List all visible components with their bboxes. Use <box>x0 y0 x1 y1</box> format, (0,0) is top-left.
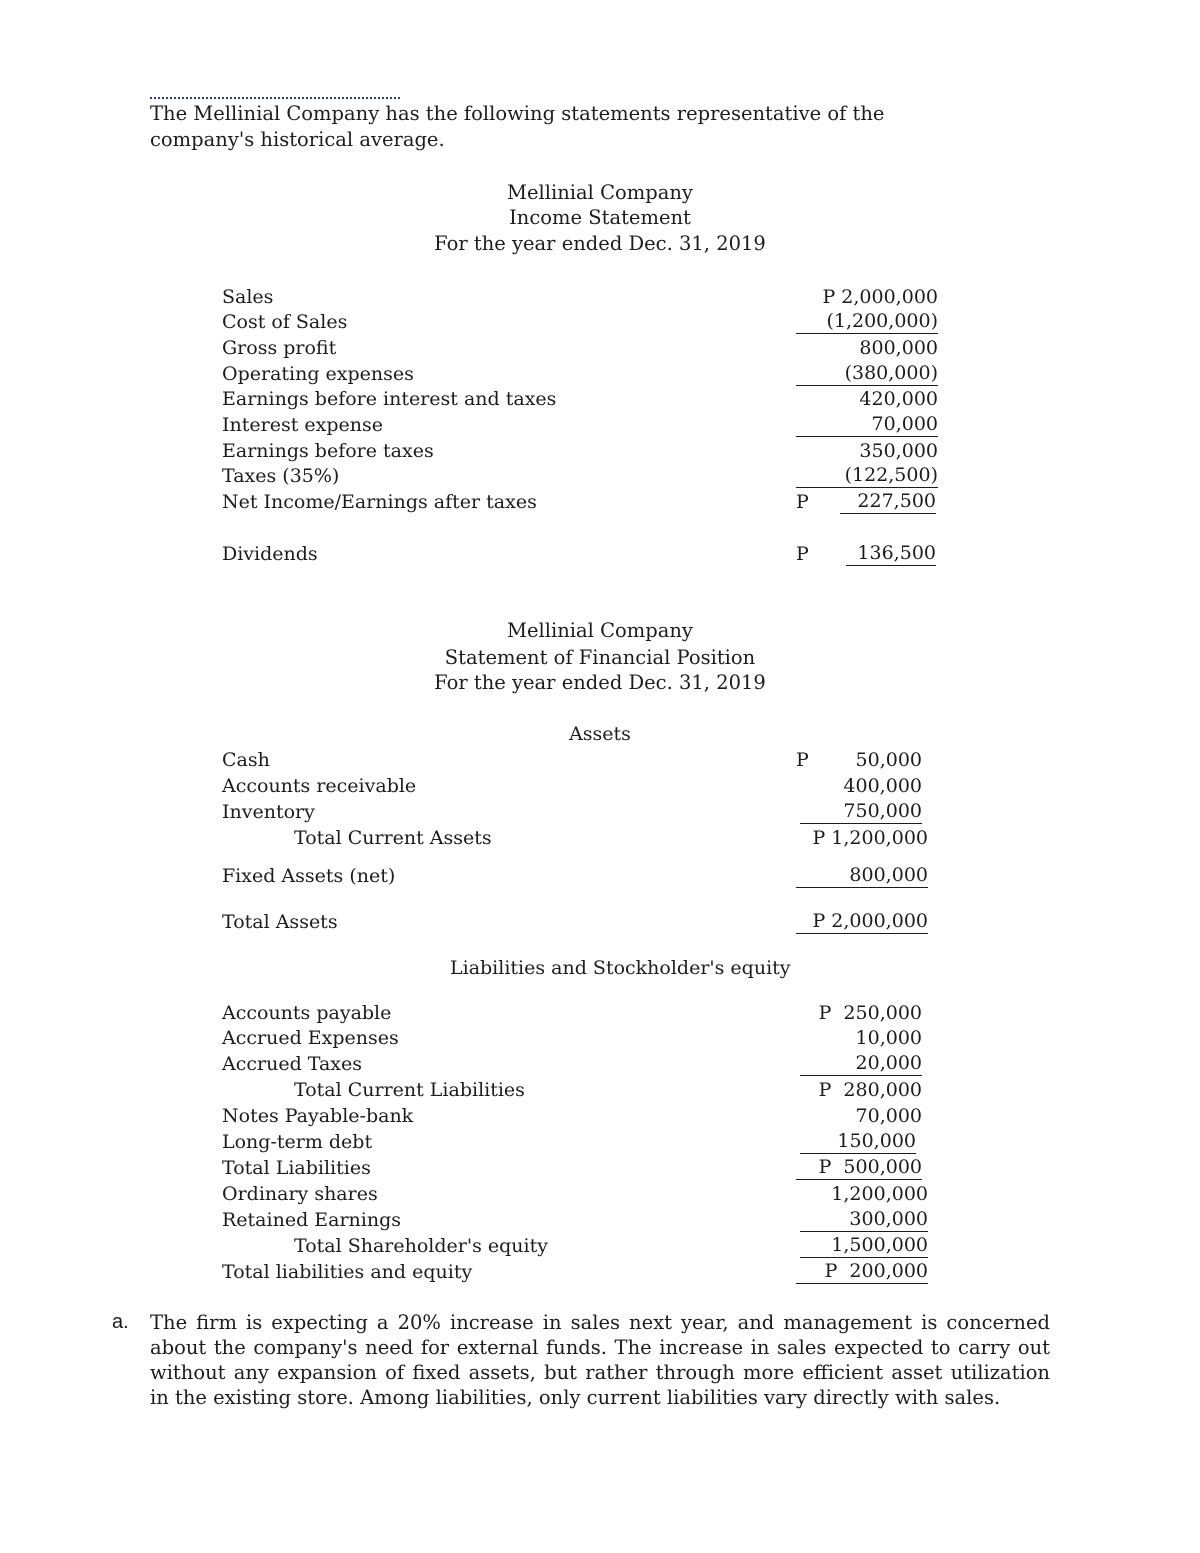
equity-label: Retained Earnings <box>222 1209 402 1231</box>
income-row-label: Interest expense <box>222 414 383 436</box>
asset-value: 800,000 <box>796 863 928 888</box>
total-assets-value: P 2,000,000 <box>796 909 928 934</box>
liabilities-heading: Liabilities and Stockholder's equity <box>450 957 791 979</box>
asset-label: Total Assets <box>222 911 338 933</box>
equity-label: Ordinary shares <box>222 1183 378 1205</box>
equity-label: Total liabilities and equity <box>222 1261 473 1283</box>
income-row-label: Sales <box>222 286 274 308</box>
asset-value: 750,000 <box>800 799 922 824</box>
asset-label: Fixed Assets (net) <box>222 865 396 887</box>
intro-line-2: company's historical average. <box>150 128 445 151</box>
liability-value: 150,000 <box>800 1129 916 1154</box>
balance-company-name: Mellinial Company <box>507 619 693 642</box>
asset-label: Accounts receivable <box>222 775 417 797</box>
liability-value: P 280,000 <box>818 1079 922 1101</box>
currency-symbol: P <box>796 749 809 771</box>
income-period: For the year ended Dec. 31, 2019 <box>434 232 766 255</box>
decorative-dotted-line <box>150 97 400 99</box>
equity-value: 1,500,000 <box>800 1233 928 1258</box>
income-row-value: 420,000 <box>859 388 938 410</box>
currency-symbol: P <box>796 491 809 513</box>
liability-label: Long-term debt <box>222 1131 373 1153</box>
intro-line-1: The Mellinial Company has the following statements representative of the <box>150 102 885 125</box>
dividends-label: Dividends <box>222 543 318 565</box>
income-row-label: Operating expenses <box>222 363 414 385</box>
income-row-value: (380,000) <box>796 361 938 386</box>
income-row-value: (122,500) <box>796 463 938 488</box>
asset-value: 50,000 <box>855 749 922 771</box>
asset-value: 400,000 <box>843 775 922 797</box>
income-row-value: 70,000 <box>796 412 938 437</box>
income-row-value: (1,200,000) <box>796 309 938 334</box>
income-row-label: Taxes (35%) <box>222 465 340 487</box>
income-row-label: Cost of Sales <box>222 311 348 333</box>
liability-label: Accrued Expenses <box>222 1027 399 1049</box>
liability-label: Total Liabilities <box>222 1157 371 1179</box>
liability-value: 20,000 <box>800 1051 922 1076</box>
currency-symbol: P <box>796 543 809 565</box>
income-row-value: 800,000 <box>859 337 938 359</box>
dividends-value: 136,500 <box>846 541 936 566</box>
income-row-label: Earnings before taxes <box>222 440 434 462</box>
question-text: The firm is expecting a 20% increase in sales next year, and management is concerned about the company's need for external funds. The increase in sales expected to carry out without any expansion of fixed assets, but rather through more efficient asset utilization in the existing store. Among liabilities, only current liabilities vary directly with sales. <box>150 1311 1050 1409</box>
liability-value: P 500,000 <box>796 1155 922 1180</box>
liability-value: 70,000 <box>855 1105 922 1127</box>
income-row-label: Earnings before interest and taxes <box>222 388 557 410</box>
balance-period: For the year ended Dec. 31, 2019 <box>434 671 766 694</box>
asset-label: Cash <box>222 749 270 771</box>
liability-value: 10,000 <box>855 1027 922 1049</box>
balance-statement-title: Statement of Financial Position <box>444 646 756 669</box>
liability-label: Accounts payable <box>222 1002 392 1024</box>
net-income-value: 227,500 <box>840 489 936 514</box>
liability-label: Total Current Liabilities <box>294 1079 525 1101</box>
asset-label: Inventory <box>222 801 315 823</box>
liability-label: Accrued Taxes <box>222 1053 363 1075</box>
equity-label: Total Shareholder's equity <box>294 1235 548 1257</box>
liability-value: P 250,000 <box>818 1002 922 1024</box>
income-row-label: Net Income/Earnings after taxes <box>222 491 537 513</box>
equity-value: 1,200,000 <box>831 1183 928 1205</box>
income-row-value: P 2,000,000 <box>822 286 938 308</box>
liability-label: Notes Payable-bank <box>222 1105 414 1127</box>
total-liabilities-equity-value: P 200,000 <box>796 1259 928 1284</box>
assets-heading: Assets <box>569 723 631 745</box>
income-company-name: Mellinial Company <box>507 181 693 204</box>
question-marker: a. <box>112 1311 129 1333</box>
income-row-value: 350,000 <box>859 440 938 462</box>
income-row-label: Gross profit <box>222 337 337 359</box>
asset-value: P 1,200,000 <box>812 827 928 849</box>
income-statement-title: Income Statement <box>509 206 691 229</box>
asset-label: Total Current Assets <box>294 827 492 849</box>
equity-value: 300,000 <box>800 1207 928 1232</box>
